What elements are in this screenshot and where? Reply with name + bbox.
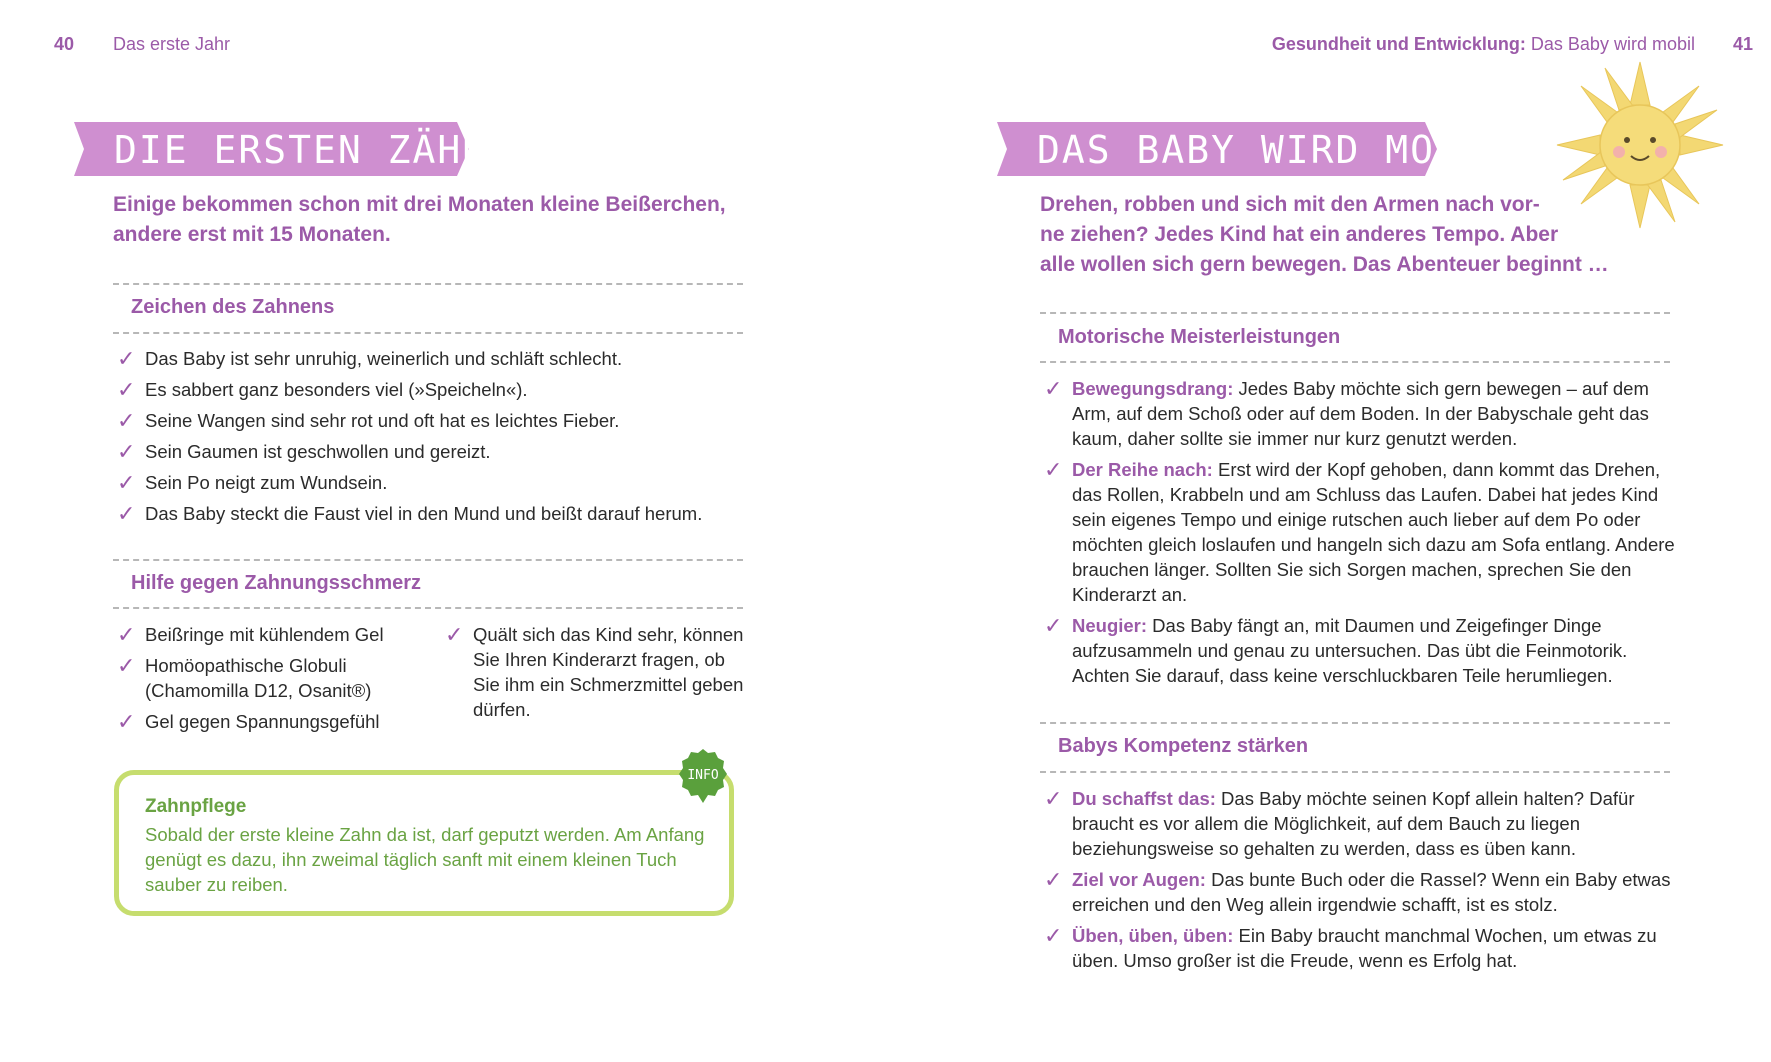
list-item: ✓ Sein Po neigt zum Wundsein. xyxy=(117,470,388,495)
divider xyxy=(113,559,743,561)
checkmark-icon: ✓ xyxy=(117,709,136,734)
list-item: ✓ Gel gegen Spannungsgefühl xyxy=(117,709,380,734)
list-item: ✓ Seine Wangen sind sehr rot und oft hat es leichtes Fieber. xyxy=(117,408,620,433)
checkmark-icon: ✓ xyxy=(117,346,136,371)
subheading-zeichen: Zeichen des Zahnens xyxy=(131,296,335,318)
page-number-right: 41 xyxy=(1732,34,1753,54)
info-title: Zahnpflege xyxy=(145,796,247,817)
checkmark-icon: ✓ xyxy=(117,439,136,464)
list-item: ✓ Der Reihe nach: Erst wird der Kopf gehoben, dann kommt das Drehen, das Rollen, Krabbeln und am Schluss das Laufen. Dabei hat jedes Kind sein eigenes Tempo und einige rutschen auch lieber auf dem Po oder möchten gleich loslaufen und hangeln sich dazu am Sofa entlang. Andere brauchen länger. Sollten Sie sich Sorgen machen, sprechen Sie den Kinderarzt an. xyxy=(1044,457,1675,605)
checklist-hilfe-col2 xyxy=(441,622,746,728)
info-text: Sobald der erste kleine Zahn da ist, darf geputzt werden. Am Anfang genügt es dazu, ihn zweimal täglich sanft mit einem kleinen Tuch sauber zu reiben. xyxy=(145,824,705,895)
info-badge-label: INFO xyxy=(687,768,719,783)
lead-line: ne ziehen? Jedes Kind hat ein anderes Tempo. Aber xyxy=(1040,223,1559,246)
list-item: ✓ Quält sich das Kind sehr, können Sie Ihren Kinderarzt fragen, ob Sie ihm ein Schmerzmittel geben dürfen. xyxy=(445,622,744,720)
divider xyxy=(113,332,743,334)
list-item: ✓ Du schaffst das: Das Baby möchte seinen Kopf allein halten? Dafür braucht es vor allem die Möglichkeit, auf dem Bauch zu liegen beziehungsweise so gehalten zu werden, dass es üben kann. xyxy=(1044,786,1635,859)
page-number-left: 40 xyxy=(54,34,75,54)
checkmark-icon: ✓ xyxy=(117,377,136,402)
section-banner-right xyxy=(997,122,1510,176)
running-head-right xyxy=(1271,34,1753,55)
subheading-kompetenz: Babys Kompetenz stärken xyxy=(1058,735,1309,757)
divider xyxy=(1040,312,1670,314)
subheading-motorik: Motorische Meisterleistungen xyxy=(1058,326,1341,348)
left-page xyxy=(0,0,885,1062)
list-item: ✓ Beißringe mit kühlendem Gel xyxy=(117,622,384,647)
list-item: ✓ Neugier: Das Baby fängt an, mit Daumen und Zeigefinger Dinge aufzusammeln und genau zu untersuchen. Das übt die Feinmotorik. Achten Sie darauf, dass keine verschluckbaren Teile herumliegen. xyxy=(1044,613,1628,686)
banner-title-left: DIE ERSTEN ZÄHNE xyxy=(114,128,513,172)
checklist-motorik xyxy=(1040,376,1680,694)
lead-line: alle wollen sich gern bewegen. Das Abenteuer beginnt … xyxy=(1040,253,1609,276)
checklist-zeichen xyxy=(113,346,763,532)
lead-text-left xyxy=(113,190,793,250)
running-head-rest: Das Baby wird mobil xyxy=(1525,34,1695,54)
running-head-bold: Gesundheit und Entwicklung: xyxy=(1271,34,1526,54)
checkmark-icon: ✓ xyxy=(117,470,136,495)
section-banner-left xyxy=(74,122,513,176)
divider xyxy=(113,283,743,285)
checkmark-icon: ✓ xyxy=(117,653,136,678)
checkmark-icon: ✓ xyxy=(445,622,464,647)
banner-title-right: DAS BABY WIRD MOBIL xyxy=(1037,128,1510,172)
list-item: ✓ Üben, üben, üben: Ein Baby braucht manchmal Wochen, um etwas zu üben. Umso großer ist die Freude, wenn es Erfolg hat. xyxy=(1044,923,1657,971)
checkmark-icon: ✓ xyxy=(1044,376,1063,401)
sun-illustration xyxy=(1555,60,1725,230)
list-item: ✓ Homöopathische Globuli (Chamomilla D12, Osanit®) xyxy=(117,653,372,701)
divider xyxy=(113,607,743,609)
checkmark-icon: ✓ xyxy=(1044,613,1063,638)
divider xyxy=(1040,722,1670,724)
checkmark-icon: ✓ xyxy=(1044,786,1063,811)
list-item: ✓ Es sabbert ganz besonders viel (»Speicheln«). xyxy=(117,377,528,402)
checkmark-icon: ✓ xyxy=(117,622,136,647)
lead-line: Drehen, robben und sich mit den Armen nach vor- xyxy=(1040,193,1540,216)
list-item: ✓ Das Baby ist sehr unruhig, weinerlich und schläft schlecht. xyxy=(117,346,623,371)
info-badge-icon xyxy=(678,747,728,805)
divider xyxy=(1040,771,1670,773)
checkmark-icon: ✓ xyxy=(1044,923,1063,948)
running-head-left: Das erste Jahr xyxy=(113,34,231,54)
subheading-hilfe: Hilfe gegen Zahnungsschmerz xyxy=(131,572,422,594)
checklist-hilfe-col1 xyxy=(113,622,413,740)
divider xyxy=(1040,361,1670,363)
checkmark-icon: ✓ xyxy=(1044,457,1063,482)
list-item: ✓ Bewegungsdrang: Jedes Baby möchte sich gern bewegen – auf dem Arm, auf dem Schoß oder auf dem Boden. In der Babyschale geht das kaum, daher sollte sie immer nur kurz genutzt werden. xyxy=(1044,376,1649,449)
lead-line: Einige bekommen schon mit drei Monaten kleine Beißerchen, xyxy=(113,193,726,216)
lead-line: andere erst mit 15 Monaten. xyxy=(113,223,391,246)
checkmark-icon: ✓ xyxy=(117,408,136,433)
checkmark-icon: ✓ xyxy=(117,501,136,526)
checklist-kompetenz xyxy=(1040,786,1680,979)
list-item: ✓ Das Baby steckt die Faust viel in den Mund und beißt darauf herum. xyxy=(117,501,703,526)
checkmark-icon: ✓ xyxy=(1044,867,1063,892)
list-item: ✓ Ziel vor Augen: Das bunte Buch oder die Rassel? Wenn ein Baby etwas erreichen und den Weg allein irgendwie schafft, ist es stolz. xyxy=(1044,867,1671,915)
list-item: ✓ Sein Gaumen ist geschwollen und gereizt. xyxy=(117,439,491,464)
